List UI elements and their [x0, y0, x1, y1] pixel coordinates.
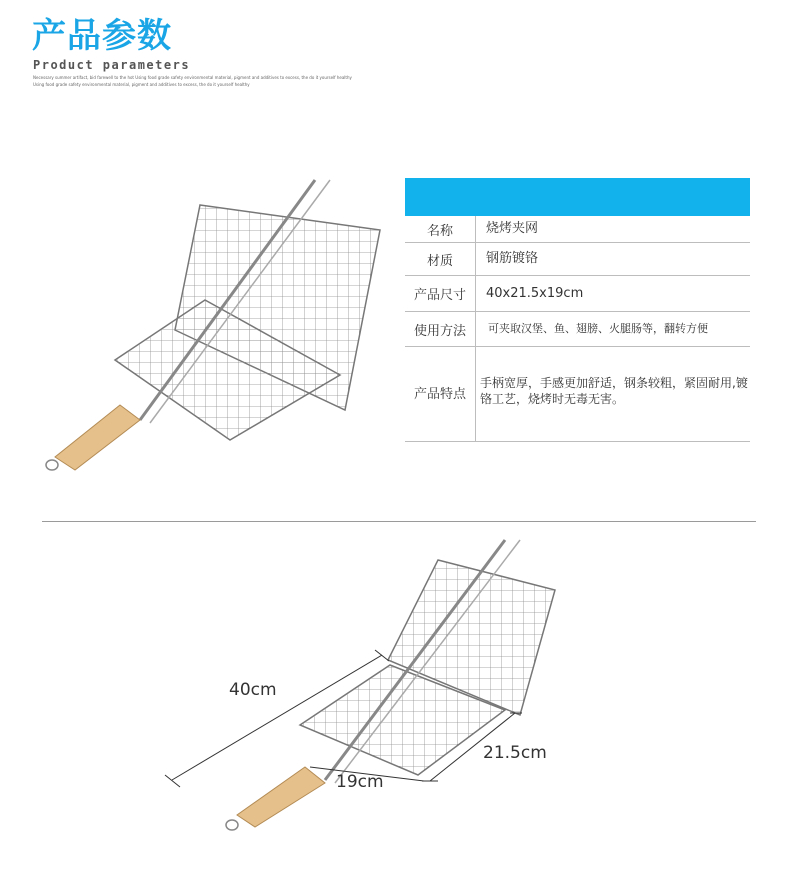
length-label: 40cm — [229, 680, 277, 700]
tagline-line-2: Using food grade safety environmental material, pigment and additives to excess, the do it yourself healthy — [33, 82, 250, 87]
spec-value: 可夹取汉堡、鱼、翅膀、火腿肠等，翻转方便 — [488, 322, 708, 335]
page-title: 产品参数 — [32, 16, 172, 56]
wooden-handle — [237, 767, 325, 827]
product-image-dimensions — [160, 535, 580, 840]
page-subtitle: Product parameters — [33, 58, 191, 72]
tagline-line-1: Necessary summer artifact, bid farewell to the hot Using food grade safety environmental material, pigment and additives to excess, the do it yourself healthy — [33, 75, 352, 80]
spec-row-size — [405, 276, 750, 312]
spec-row-material — [405, 243, 750, 276]
wooden-handle — [55, 405, 140, 470]
spec-value: 手柄宽厚，手感更加舒适，钢条较粗，紧固耐用,镀铬工艺，烧烤时无毒无害。 — [480, 376, 748, 406]
spec-row-features — [405, 347, 750, 442]
spec-label: 材质 — [405, 243, 476, 275]
spec-label: 产品特点 — [405, 347, 476, 441]
spec-table — [405, 178, 750, 442]
spec-label: 使用方法 — [405, 312, 476, 346]
spec-label: 产品尺寸 — [405, 276, 476, 311]
spec-value: 40x21.5x19cm — [486, 285, 584, 301]
section-divider — [42, 521, 756, 522]
product-image-top — [40, 175, 400, 480]
spec-value: 烧烤夹网 — [486, 221, 539, 236]
spec-label: 名称 — [405, 216, 476, 242]
width-label: 21.5cm — [483, 743, 547, 763]
spec-value: 钢筋镀铬 — [486, 251, 539, 266]
spec-row-name — [405, 216, 750, 243]
spec-table-header — [405, 178, 750, 216]
spec-row-usage — [405, 312, 750, 347]
height-label: 19cm — [336, 772, 384, 792]
